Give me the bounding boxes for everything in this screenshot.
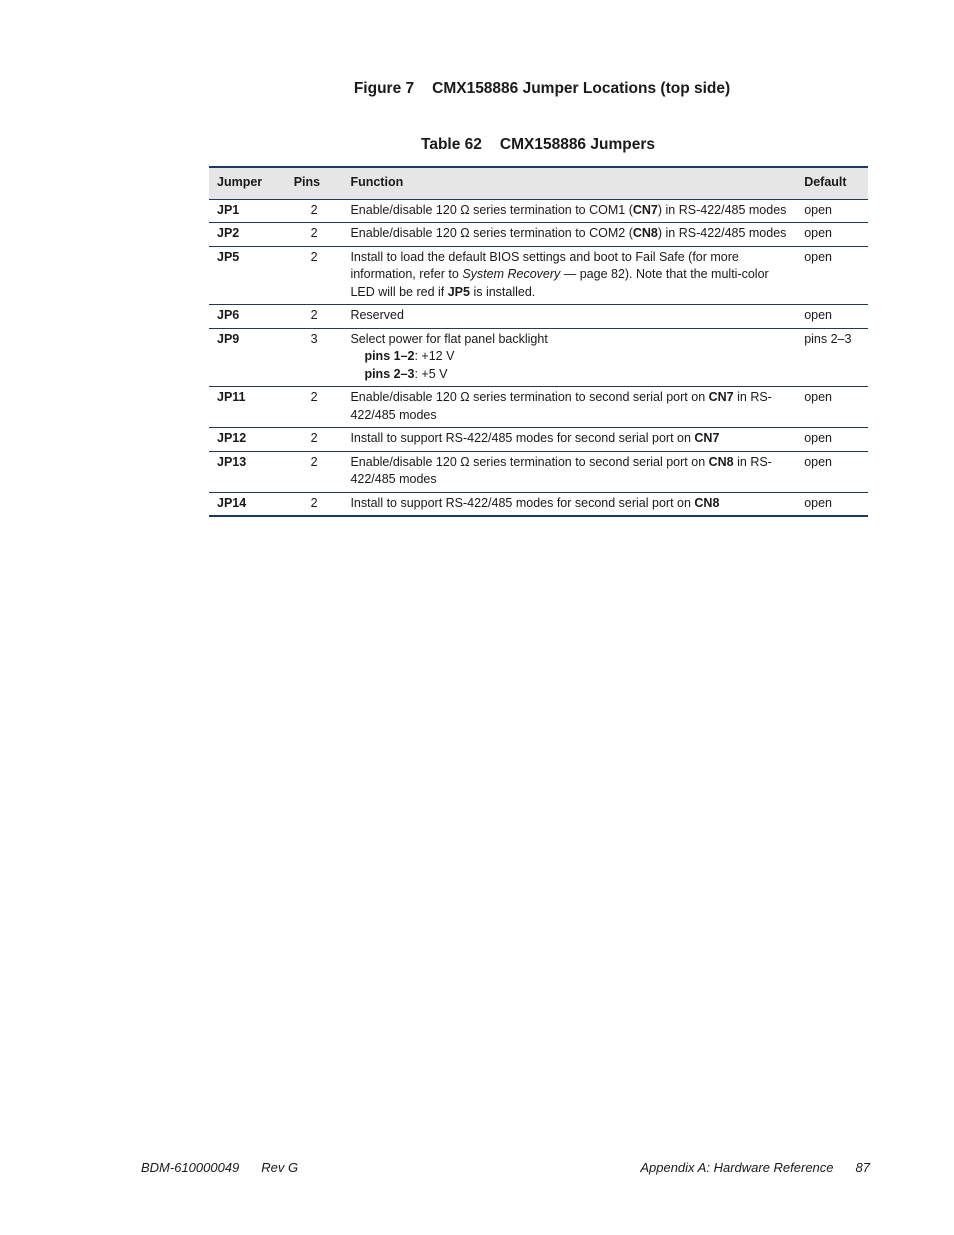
cell-default: open <box>796 199 868 223</box>
footer-left <box>141 1160 298 1175</box>
cell-jumper: JP14 <box>209 492 286 516</box>
function-text: Enable/disable 120 Ω series termination to second serial port on <box>350 390 709 404</box>
table-title: CMX158886 Jumpers <box>499 136 655 153</box>
cell-default: pins 2–3 <box>796 328 868 387</box>
table-row <box>209 428 868 452</box>
table-row <box>209 451 868 492</box>
cell-default: open <box>796 246 868 305</box>
table-row <box>209 328 868 387</box>
cell-function <box>342 223 796 247</box>
pin-option-value: : +5 V <box>414 366 448 381</box>
cell-pins: 2 <box>286 451 343 492</box>
cell-pins: 2 <box>286 387 343 428</box>
pin-option-label: pins 1–2 <box>364 349 415 363</box>
cell-pins: 2 <box>286 428 343 452</box>
connector-ref: CN7 <box>632 202 658 217</box>
function-text: is installed. <box>469 284 536 299</box>
footer-right <box>640 1160 870 1175</box>
cell-function <box>342 387 796 428</box>
cell-pins: 2 <box>286 246 343 305</box>
function-text: Install to support RS-422/485 modes for second serial port on <box>350 495 695 510</box>
function-text: in RS-422/485 modes <box>350 390 772 422</box>
connector-ref: CN8 <box>694 495 720 510</box>
connector-ref: CN7 <box>708 390 734 404</box>
pin-option-value: : +12 V <box>414 349 455 363</box>
header-pins: Pins <box>286 167 343 199</box>
cell-default: open <box>796 305 868 329</box>
cell-default: open <box>796 387 868 428</box>
page-number: 87 <box>855 1160 870 1175</box>
cell-pins: 2 <box>286 199 343 223</box>
table-row <box>209 223 868 247</box>
connector-ref: CN7 <box>694 431 720 445</box>
cell-function <box>342 428 796 452</box>
cell-function <box>342 492 796 516</box>
cell-function <box>342 451 796 492</box>
figure-title: CMX158886 Jumper Locations (top side) <box>432 80 731 97</box>
pin-option <box>350 366 788 384</box>
cell-pins: 2 <box>286 223 343 247</box>
jumpers-table <box>209 166 868 517</box>
cell-jumper: JP6 <box>209 305 286 329</box>
table-row <box>209 305 868 329</box>
function-text: ) in RS-422/485 modes <box>657 202 787 217</box>
cell-default: open <box>796 451 868 492</box>
cell-jumper: JP13 <box>209 451 286 492</box>
connector-ref: CN8 <box>708 454 734 469</box>
cell-pins: 3 <box>286 328 343 387</box>
cell-default: open <box>796 223 868 247</box>
function-text: Enable/disable 120 Ω series termination to COM1 ( <box>350 202 633 217</box>
function-text: Enable/disable 120 Ω series termination to COM2 ( <box>350 226 633 240</box>
function-text: — page 82). Note that the multi-color LED will be red if <box>350 267 769 299</box>
figure-number: Figure 7 <box>353 80 415 97</box>
table-header-row <box>209 167 868 199</box>
table-row <box>209 199 868 223</box>
cell-function: Reserved <box>342 305 796 329</box>
function-text: ) in RS-422/485 modes <box>657 226 787 240</box>
pin-option-label: pins 2–3 <box>364 366 415 381</box>
function-text: Install to load the default BIOS settings and boot to Fail Safe (for more information, refer to <box>350 249 739 281</box>
function-text: in RS-422/485 modes <box>350 454 772 486</box>
function-text: Enable/disable 120 Ω series termination to second serial port on <box>350 454 709 469</box>
pin-option <box>350 348 788 366</box>
function-text: Select power for flat panel backlight <box>350 331 548 346</box>
cell-jumper: JP1 <box>209 199 286 223</box>
cell-jumper: JP9 <box>209 328 286 387</box>
header-default: Default <box>796 167 868 199</box>
doc-id: BDM-610000049 <box>141 1160 240 1175</box>
cell-function <box>342 328 796 387</box>
table-number: Table 62 <box>421 136 482 153</box>
cell-default: open <box>796 428 868 452</box>
cell-function <box>342 246 796 305</box>
doc-revision: Rev G <box>261 1160 299 1175</box>
cell-jumper: JP11 <box>209 387 286 428</box>
header-jumper: Jumper <box>209 167 286 199</box>
table-row <box>209 246 868 305</box>
cell-default: open <box>796 492 868 516</box>
figure-caption <box>0 80 954 98</box>
table-row <box>209 387 868 428</box>
cell-jumper: JP5 <box>209 246 286 305</box>
function-text: Install to support RS-422/485 modes for second serial port on <box>350 431 695 445</box>
cell-function <box>342 199 796 223</box>
section-title: Appendix A: Hardware Reference <box>640 1160 834 1175</box>
jumper-ref: JP5 <box>447 284 470 299</box>
cell-jumper: JP2 <box>209 223 286 247</box>
cell-jumper: JP12 <box>209 428 286 452</box>
cross-reference-link[interactable]: System Recovery <box>462 267 561 281</box>
connector-ref: CN8 <box>632 226 658 240</box>
table-caption <box>0 136 954 154</box>
header-function: Function <box>342 167 796 199</box>
cell-pins: 2 <box>286 305 343 329</box>
cell-pins: 2 <box>286 492 343 516</box>
table-row <box>209 492 868 516</box>
